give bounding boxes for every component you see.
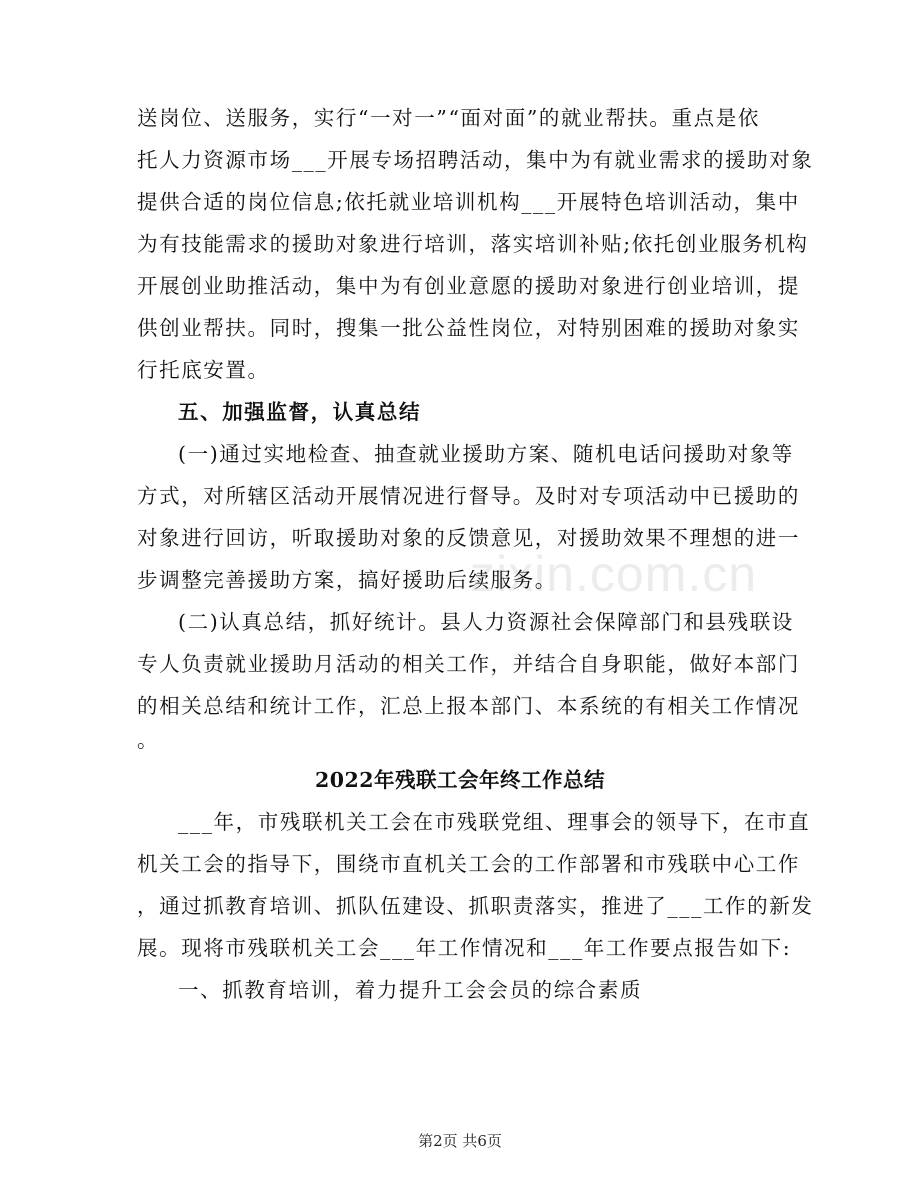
text-line: ___年，市残联机关工会在市残联党组、理事会的领导下，在市直 <box>178 810 811 834</box>
text-line: 专人负责就业援助月活动的相关工作，并结合自身职能，做好本部门 <box>137 652 800 676</box>
text-line: 步调整完善援助方案，搞好援助后续服务。 <box>137 568 557 592</box>
text-line: 的相关总结和统计工作，汇总上报本部门、本系统的有相关工作情况 <box>137 694 800 718</box>
text-line: 提供合适的岗位信息;依托就业培训机构___开展特色培训活动，集中 <box>137 190 800 214</box>
document-title: 2022年残联工会年终工作总结 <box>314 768 606 792</box>
page-number: 第2页 共6页 <box>418 1132 502 1150</box>
text-line: 为有技能需求的援助对象进行培训，落实培训补贴;依托创业服务机构 <box>137 232 809 256</box>
section-heading: 一、抓教育培训，着力提升工会会员的综合素质 <box>178 978 643 1002</box>
watermark: zixin.com.cn <box>470 546 758 602</box>
text-line: 展。现将市残联机关工会___年工作情况和___年工作要点报告如下: <box>137 936 792 960</box>
text-line: ，通过抓教育培训、抓队伍建设、抓职责落实，推进了___工作的新发 <box>137 894 814 918</box>
text-line: 托人力资源市场___开展专场招聘活动，集中为有就业需求的援助对象 <box>137 148 814 172</box>
text-line: 供创业帮扶。同时，搜集一批公益性岗位，对特别困难的援助对象实 <box>137 316 800 340</box>
text-line: (二)认真总结，抓好统计。县人力资源社会保障部门和县残联设 <box>178 610 794 634</box>
section-heading: 五、加强监督，认真总结 <box>178 400 422 424</box>
text-line: 对象进行回访，听取援助对象的反馈意见，对援助效果不理想的进一 <box>137 526 800 550</box>
text-line: 开展创业助推活动，集中为有创业意愿的援助对象进行创业培训，提 <box>137 274 800 298</box>
text-line: 。 <box>137 728 160 752</box>
text-line: 方式，对所辖区活动开展情况进行督导。及时对专项活动中已援助的 <box>137 484 800 508</box>
text-line: (一)通过实地检查、抽查就业援助方案、随机电话问援助对象等 <box>178 442 794 466</box>
text-line: 送岗位、送服务，实行“一对一”“面对面”的就业帮扶。重点是依 <box>137 106 760 130</box>
text-line: 机关工会的指导下，围绕市直机关工会的工作部署和市残联中心工作 <box>137 852 800 876</box>
text-line: 行托底安置。 <box>137 358 270 382</box>
